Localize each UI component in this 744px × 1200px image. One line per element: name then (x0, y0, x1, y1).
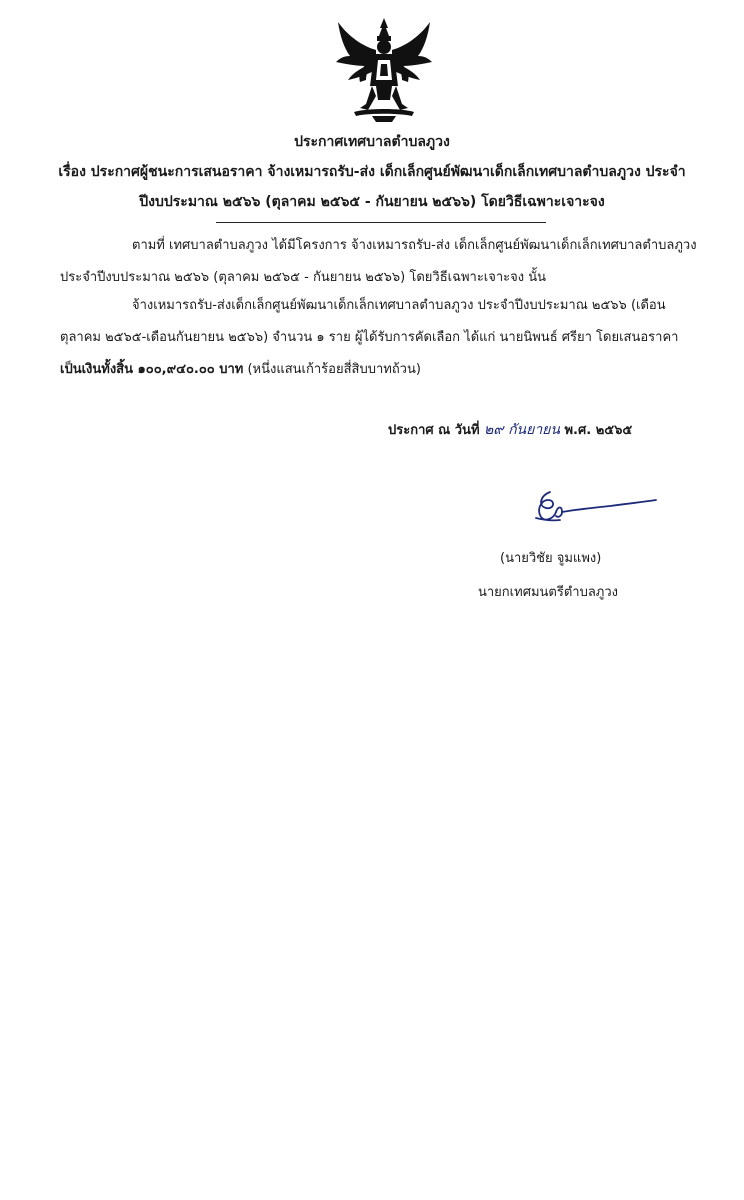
body-line-2: ประจำปีงบประมาณ ๒๕๖๖ (ตุลาคม ๒๕๖๕ - กันยายน ๒๕๖๖) โดยวิธีเฉพาะเจาะจง นั้น (60, 270, 547, 285)
total-amount: เป็นเงินทั้งสิ้น ๑๐๐,๙๔๐.๐๐ บาท (60, 362, 244, 377)
signatory-name: (นายวิชัย จูมแพง) (500, 551, 602, 566)
subject-line-2: ปีงบประมาณ ๒๕๖๖ (ตุลาคม ๒๕๖๕ - กันยายน ๒๕๖๖) โดยวิธีเฉพาะเจาะจง (139, 194, 605, 210)
signatory-position: นายกเทศมนตรีตำบลภูวง (478, 585, 618, 600)
body-line-3: จ้างเหมารถรับ-ส่งเด็กเล็กศูนย์พัฒนาเด็กเล็กเทศบาลตำบลภูวง ประจำปีงบประมาณ ๒๕๖๖ (เดือน (132, 298, 666, 313)
amount-in-words: (หนึ่งแสนเก้าร้อยสี่สิบบาทถ้วน) (243, 362, 421, 377)
body-line-1: ตามที่ เทศบาลตำบลภูวง ได้มีโครงการ จ้างเหมารถรับ-ส่ง เด็กเล็กศูนย์พัฒนาเด็กเล็กเทศบาลตำบลภูวง (132, 238, 697, 253)
handwritten-day: ๒๙ (484, 422, 504, 438)
title-divider (216, 222, 546, 223)
handwritten-month: กันยายน (508, 422, 560, 438)
announcement-prefix: ประกาศ ณ วันที่ (388, 423, 480, 438)
garuda-emblem-icon (332, 16, 436, 124)
body-line-4: ตุลาคม ๒๕๖๕-เดือนกันยายน ๒๕๖๖) จำนวน ๑ ราย ผู้ได้รับการคัดเลือก ได้แก่ นายนิพนธ์ ศรียา โดยเสนอราคา (60, 330, 679, 345)
handwritten-signature-icon (530, 488, 660, 528)
subject-line-1: เรื่อง ประกาศผู้ชนะการเสนอราคา จ้างเหมารถรับ-ส่ง เด็กเล็กศูนย์พัฒนาเด็กเล็กเทศบาลตำบลภูวง ประจำ (58, 164, 686, 180)
document-title: ประกาศเทศบาลตำบลภูวง (294, 134, 450, 150)
announcement-date (388, 420, 632, 441)
announcement-year: พ.ศ. ๒๕๖๕ (564, 423, 633, 438)
body-line-5 (60, 360, 421, 380)
